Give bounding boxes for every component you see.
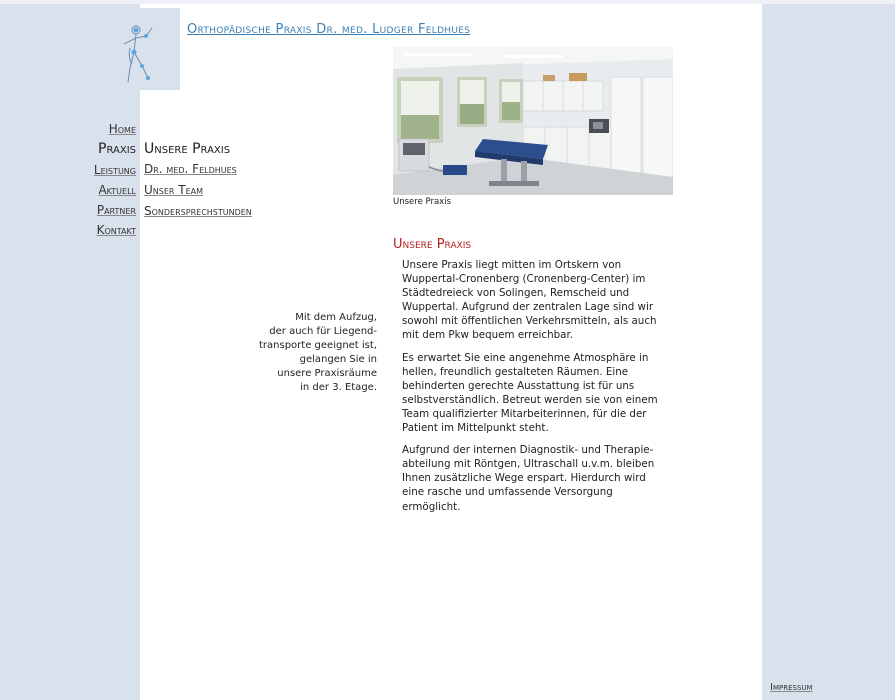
nav-item-praxis[interactable]: Praxis [98, 141, 136, 158]
content-paragraph: Unsere Praxis liegt mitten im Ortskern von Wuppertal-Cronenberg (Cronenberg-Center) im Städtedreieck von Solingen, Remscheid und Wuppertal. Aufgrund der zentralen Lage sind wir sowohl mit öffentlichen Verkehrsmitteln, als auch mit dem Pkw bequem erreichbar. [402, 259, 657, 342]
sub-nav-item-feldhues[interactable]: Dr. med. Feldhues [144, 162, 237, 176]
section-title: Unsere Praxis [393, 237, 472, 252]
side-note-line: der auch für Liegend- [269, 326, 377, 337]
main-nav [94, 119, 136, 241]
side-note-line: in der 3. Etage. [300, 382, 377, 393]
sub-nav-heading[interactable]: Unsere Praxis [144, 141, 231, 157]
sub-nav-item-team[interactable]: Unser Team [144, 183, 204, 197]
nav-item-partner[interactable]: Partner [96, 203, 136, 218]
nav-item-kontakt[interactable]: Kontakt [96, 223, 136, 238]
sub-nav [144, 139, 252, 222]
nav-item-home[interactable]: Home [108, 122, 136, 136]
nav-item-leistung[interactable]: Leistung [93, 162, 136, 177]
site-title[interactable]: Orthopädische Praxis Dr. med. Ludger Feldhues [187, 22, 471, 37]
orthopedic-figure-logo[interactable] [100, 8, 180, 90]
side-note-line: unsere Praxisräume [277, 368, 377, 379]
side-note-line: transporte geeignet ist, [259, 340, 377, 351]
content-body [402, 258, 670, 522]
side-note-line: Mit dem Aufzug, [295, 312, 377, 323]
nav-item-aktuell[interactable]: Aktuell [98, 182, 136, 197]
treatment-room-photo [393, 47, 673, 195]
content-paragraph: Es erwartet Sie eine angenehme Atmosphäre in hellen, freundlich gestalteten Räumen. Eine behinderten gerechte Ausstattung ist für uns selbstverständlich. Betreut werden sie von einem Team qualifizierter Mitarbeiterinnen, für die der Patient im Mittelpunkt steht. [402, 351, 658, 435]
logo-graphic [100, 8, 180, 90]
content-paragraph: Aufgrund der internen Diagnostik- und Therapie-abteilung mit Röntgen, Ultraschall u.v.m. bleiben Ihnen zusätzliche Wege erspart. Hierdurch wird eine rasche und umfassende Versorgung ermöglicht. [402, 444, 655, 513]
sub-nav-item-sondersprechstunden[interactable]: Sondersprechstunden [144, 204, 252, 218]
photo-caption: Unsere Praxis [393, 197, 452, 207]
impressum-link[interactable]: Impressum [770, 682, 813, 693]
side-note [250, 311, 377, 395]
side-note-line: gelangen Sie in [299, 354, 377, 365]
